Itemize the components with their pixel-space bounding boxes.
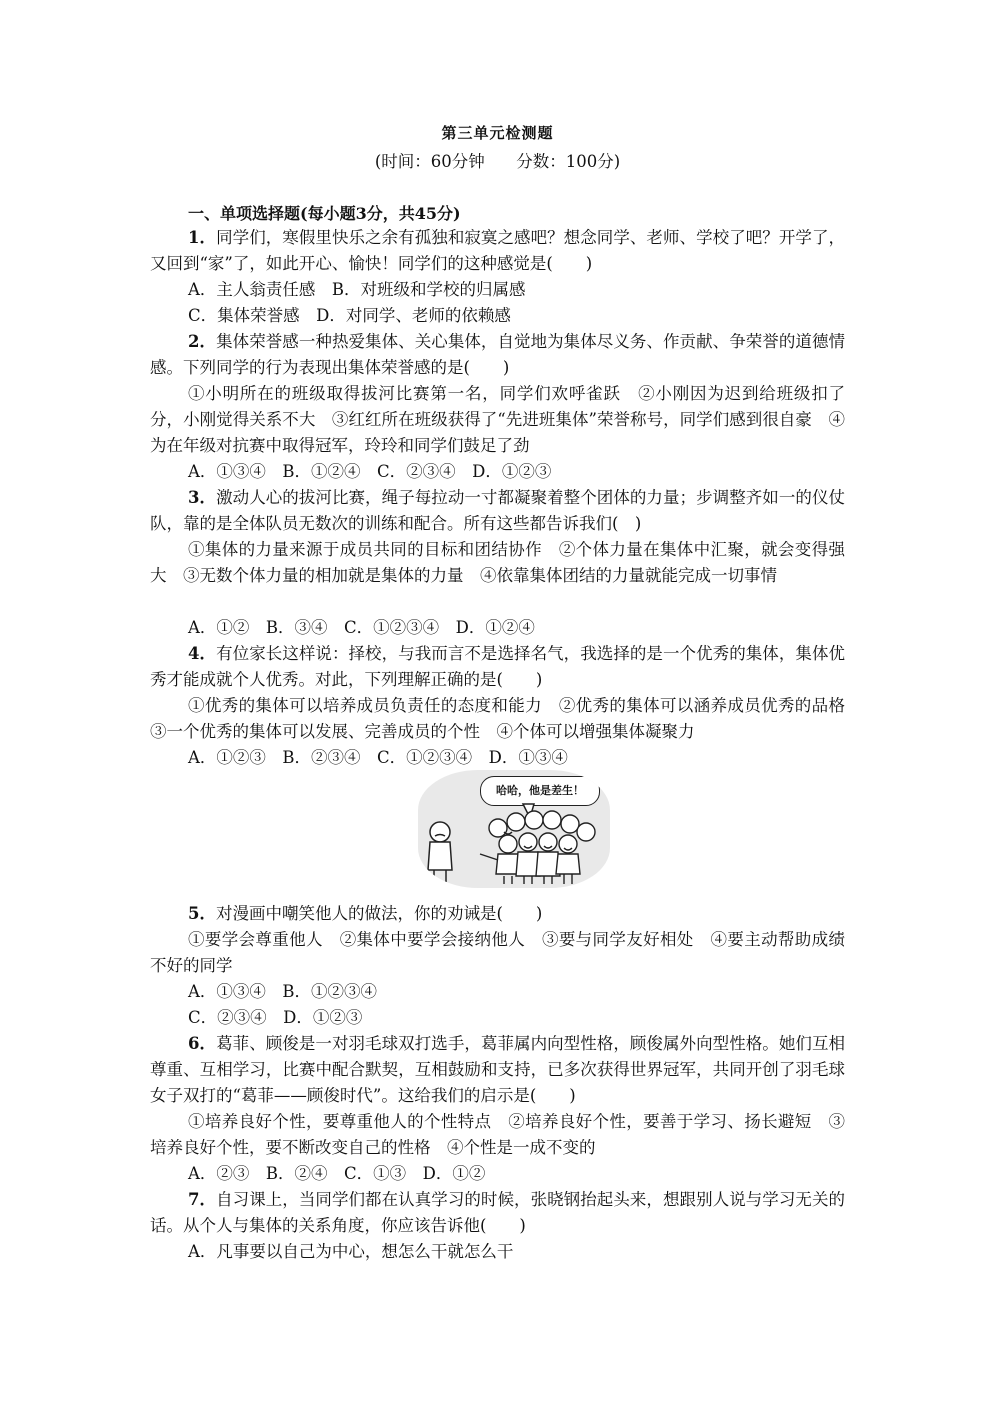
question-1-options-row1: A．主人翁责任感 B．对班级和学校的归属感: [188, 280, 526, 299]
speech-bubble: 哈哈，他是差生！: [480, 776, 600, 806]
question-stem: 同学们，寒假里快乐之余有孤独和寂寞之感吧？想念同学、老师、学校了吧？开学了，又回到“家”了，如此开心、愉快！同学们的这种感觉是( ): [150, 228, 846, 273]
question-6: [150, 1031, 845, 1109]
laughing-crowd-figure: [480, 811, 595, 884]
question-number: 6．: [188, 1034, 217, 1053]
question-2-statements: ①小明所在的班级取得拔河比赛第一名，同学们欢呼雀跃 ②小刚因为迟到给班级扣了分，小刚觉得关系不大 ③红红所在班级获得了“先进班集体”荣誉称号，同学们感到很自豪 ④为在年级对抗赛中取得冠军，玲玲和同学们鼓足了劲: [150, 384, 845, 455]
cartoon-figures: [418, 770, 610, 888]
page-title: 第三单元检测题: [441, 124, 554, 142]
question-1: [150, 225, 845, 277]
question-4-statements: ①优秀的集体可以培养成员负责任的态度和能力 ②优秀的集体可以涵养成员优秀的品格 ③一个优秀的集体可以发展、完善成员的个性 ④个体可以增强集体凝聚力: [150, 696, 862, 741]
question-number: 5．: [188, 904, 216, 923]
question-stem: 葛菲、顾俊是一对羽毛球双打选手，葛菲属内向型性格，顾俊属外向型性格。她们互相尊重、互相学习，比赛中配合默契，互相鼓励和支持，已多次获得世界冠军，共同开创了羽毛球女子双打的“葛菲——顾俊时代”。这给我们的启示是( ): [150, 1034, 846, 1105]
question-number: 4．: [188, 644, 217, 663]
question-stem: 对漫画中嘲笑他人的做法，你的劝诫是( ): [215, 904, 543, 923]
question-5-statements: ①要学会尊重他人 ②集体中要学会接纳他人 ③要与同学友好相处 ④要主动帮助成绩不好的同学: [150, 930, 845, 975]
question-7: [150, 1187, 845, 1239]
question-7-option-a: A．凡事要以自己为中心，想怎么干就怎么干: [188, 1242, 514, 1261]
question-2-options: A．①③④ B．①②④ C．②③④ D．①②③: [188, 462, 552, 481]
question-2: [150, 329, 845, 381]
question-number: 7．: [188, 1190, 217, 1209]
question-5-options-row1: A．①③④ B．①②③④: [188, 982, 378, 1001]
question-stem: 激动人心的拔河比赛，绳子每拉动一寸都凝聚着整个团体的力量；步调整齐如一的仪仗队，靠的是全体队员无数次的训练和配合。所有这些都告诉我们( ): [150, 488, 846, 533]
exam-info: (时间：60分钟 分数：100分): [374, 152, 621, 171]
question-5: [150, 901, 845, 927]
question-stem: 集体荣誉感一种热爱集体、关心集体，自觉地为集体尽义务、作贡献、争荣誉的道德情感。下列同学的行为表现出集体荣誉感的是( ): [150, 332, 846, 377]
question-4-options: A．①②③ B．②③④ C．①②③④ D．①③④: [188, 748, 568, 767]
question-6-options: A．②③ B．②④ C．①③ D．①②: [188, 1164, 486, 1183]
question-3-options: A．①② B．③④ C．①②③④ D．①②④: [188, 618, 535, 637]
question-stem: 有位家长这样说：择校，与我而言不是选择名气，我选择的是一个优秀的集体，集体优秀才能成就个人优秀。对此，下列理解正确的是( ): [150, 644, 846, 689]
lonely-student-figure: [428, 822, 452, 882]
question-1-options-row2: C．集体荣誉感 D．对同学、老师的依赖感: [188, 306, 511, 325]
question-stem: 自习课上，当同学们都在认真学习的时候，张晓钢抬起头来，想跟别人说与学习无关的话。从个人与集体的关系角度，你应该告诉他( ): [150, 1190, 846, 1235]
question-4: [150, 641, 845, 693]
cartoon-illustration: [418, 770, 610, 888]
section-heading: 一、单项选择题(每小题3分，共45分): [188, 204, 461, 223]
question-number: 2．: [188, 332, 217, 351]
question-6-statements: ①培养良好个性，要尊重他人的个性特点 ②培养良好个性，要善于学习、扬长避短 ③培养良好个性，要不断改变自己的性格 ④个性是一成不变的: [150, 1112, 845, 1157]
question-3: [150, 485, 845, 537]
question-number: 3．: [188, 488, 217, 507]
question-number: 1．: [188, 228, 217, 247]
question-3-statements: ①集体的力量来源于成员共同的目标和团结协作 ②个体力量在集体中汇聚，就会变得强大 ③无数个体力量的相加就是集体的力量 ④依靠集体团结的力量就能完成一切事情: [150, 540, 845, 585]
question-5-options-row2: C．②③④ D．①②③: [188, 1008, 363, 1027]
